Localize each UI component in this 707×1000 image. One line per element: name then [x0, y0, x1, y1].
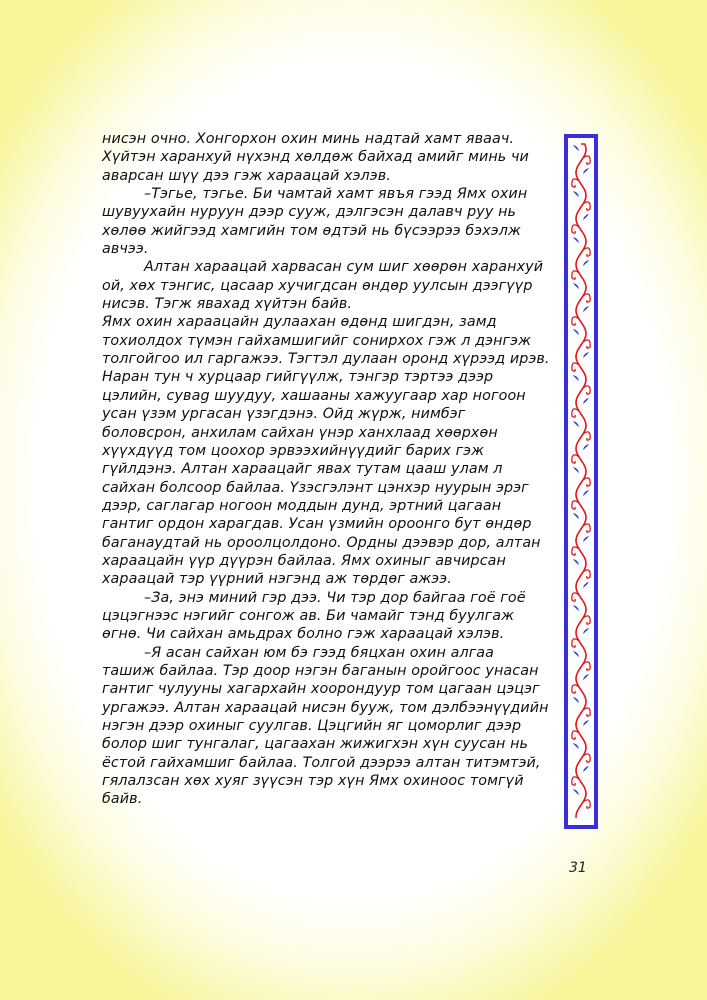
leaf-icon	[583, 444, 589, 450]
leaf-icon	[573, 559, 579, 565]
vine-curl	[583, 478, 590, 486]
vine-curl	[583, 708, 590, 716]
leaf-icon	[573, 605, 579, 611]
vine-curl	[572, 455, 579, 463]
vine-curl	[583, 294, 590, 302]
leaf-icon	[583, 490, 589, 496]
paragraph-3: Алтан хараацай харвасан сум шиг хөөрөн харанхуй ой, хөх тэнгис, цасаар хучигдсан өндөр уулсын дээгүүр нисэв. Тэгж явахад хүйтэн байв.	[102, 259, 544, 313]
page-number: 31	[569, 860, 587, 876]
leaf-icon	[573, 191, 579, 197]
vine-curl	[572, 777, 579, 785]
vine-curl	[572, 547, 579, 555]
ornamental-border	[564, 134, 598, 829]
vine-curl	[583, 754, 590, 762]
leaf-icon	[573, 651, 579, 657]
vine-curl	[572, 685, 579, 693]
vine-curl	[583, 386, 590, 394]
leaf-icon	[583, 306, 589, 312]
leaf-icon	[583, 674, 589, 680]
vine-curl	[572, 409, 579, 417]
leaf-icon	[583, 260, 589, 266]
leaf-icon	[573, 513, 579, 519]
paragraph-4: Ямх охин хараацайн дулаахан өдөнд шигдэн, замд тохиолдох түмэн гайхамшигийг сонирхох гэж л дэнгэж толгойгоо ил гаргажээ. Тэгтэл дулаан оронд хүрээд ирэв. Наран тун ч хурцаар гийгүүлж, тэнгэр тэртээ дээр цэлийн, сувag шуудуу, хашааны хажуугаар хар ногоон усан үзэм ургасан үзэгдэнэ. Ойд жүрж, нимбэг боловсрон, анхилам сайхан үнэр ханхлаад хөөрхөн хүүхдүүд том цоохор эрвээхийнүүдийг барих гэж гүйлдэнэ. Алтан хараацайг явах тутам цааш улам л сайхан болсоор байлаа. Үзэсгэлэнт цэнхэр нуурын эрэг дээр, саглагар ногоон моддын дунд, эртний цагаан гантиг ордон харагдав. Усан үзмийн ороонго бут өндөр баганаудтай нь ороолцолдоно. Ордны дээвэр дор, алтан хараацайн үүр дүүрэн байлаа. Ямх охиныг авчирсан хараацай тэр үүрний нэгэнд аж төрдөг ажээ.	[102, 314, 550, 588]
paragraph-6: –Я асан сайхан юм бэ гээд бяцхан охин алгаа ташиж байлаа. Тэр доор нэгэн баганын оройгоос унасан гантиг чулууны хагархайн хоорондуур том цагаан цэцэг ургажээ. Алтан хараацай нисэн бууж, том дэлбээнүүдийн нэгэн дээр охиныг суулгав. Цэцгийн яг цоморлиг дээр болор шиг тунгалаг, цагаахан жижигхэн хүн суусан нь ёстой гайхамшиг байлаа. Толгой дээрээ алтан титэмтэй, гялалзсан хөх хуяг зүүсэн тэр хүн Ямх охиноос томгүй байв.	[102, 644, 549, 808]
leaf-icon	[573, 467, 579, 473]
vine-curl	[583, 432, 590, 440]
vine-curl	[583, 616, 590, 624]
vine-curl	[572, 593, 579, 601]
vine-curl	[572, 225, 579, 233]
vine-curl	[583, 202, 590, 210]
paragraph-2: –Тэгье, тэгье. Би чамтай хамт явъя гээд Ямх охин шувуухайн нуруун дээр сууж, дэлгэсэн далавч руу нь хөлөө жийгээд хамгийн том өдтэй нь бүсээрээ бэхэлж авчээ.	[102, 186, 528, 258]
leaf-icon	[583, 398, 589, 404]
leaf-icon	[583, 766, 589, 772]
vine-curl	[583, 800, 590, 808]
leaf-icon	[573, 145, 579, 151]
leaf-icon	[573, 237, 579, 243]
leaf-icon	[573, 421, 579, 427]
leaf-icon	[583, 352, 589, 358]
leaf-icon	[583, 536, 589, 542]
leaf-icon	[583, 628, 589, 634]
leaf-icon	[583, 582, 589, 588]
vine-curl	[583, 662, 590, 670]
leaf-icon	[573, 697, 579, 703]
paragraph-5: –За, энэ миний гэр дээ. Чи тэр дор байгаа гоё гоё цэцэгнээс нэгийг сонгож ав. Би чамайг тэнд буулгаж өгнө. Чи сайхан амьдрах болно гэж хараацай хэлэв.	[102, 589, 526, 643]
leaf-icon	[573, 789, 579, 795]
vine-curl	[583, 570, 590, 578]
vine-curl	[583, 340, 590, 348]
vine-curl	[572, 639, 579, 647]
story-text	[102, 130, 550, 809]
vine-curl	[572, 317, 579, 325]
leaf-icon	[573, 743, 579, 749]
vine-curl	[583, 156, 590, 164]
vine-curl	[583, 524, 590, 532]
vine-ornament-icon	[568, 138, 594, 825]
vine-curl	[572, 179, 579, 187]
vine-curl	[572, 363, 579, 371]
vine-curl	[572, 501, 579, 509]
leaf-icon	[583, 720, 589, 726]
leaf-icon	[573, 375, 579, 381]
vine-curl	[572, 271, 579, 279]
leaf-icon	[573, 283, 579, 289]
vine-curl	[572, 731, 579, 739]
vine-stem	[576, 144, 586, 818]
leaf-icon	[583, 168, 589, 174]
leaf-icon	[573, 329, 579, 335]
paragraph-1: нисэн очно. Хонгорхон охин минь надтай хамт яваач. Хүйтэн харанхуй нүхэнд хөлдөж байхад амийг минь чи аварсан шүү дээ гэж хараацай хэлэв.	[102, 131, 529, 184]
leaf-icon	[583, 214, 589, 220]
vine-curl	[583, 248, 590, 256]
